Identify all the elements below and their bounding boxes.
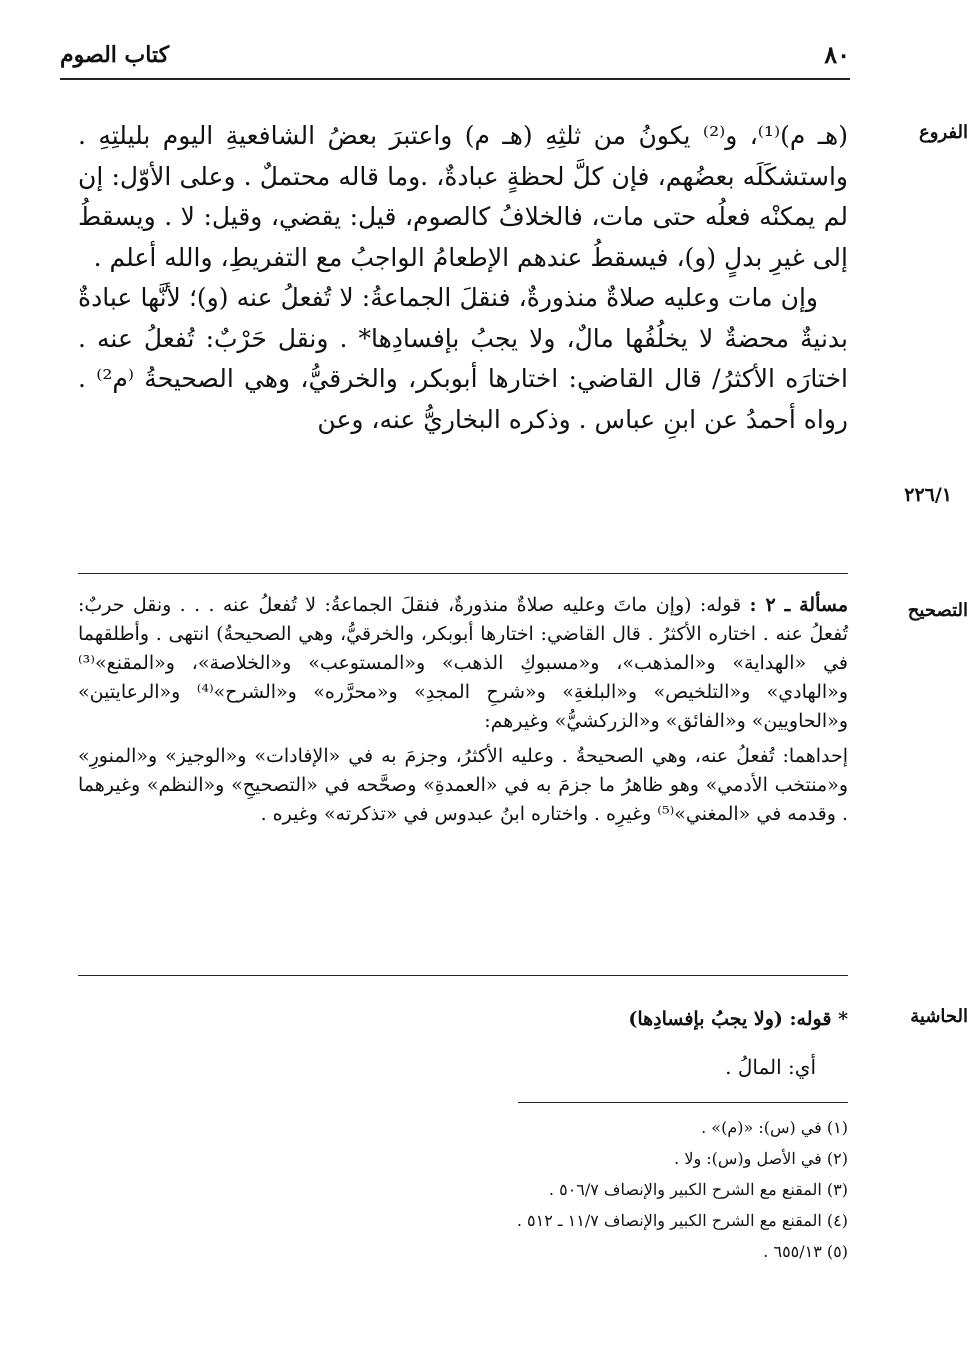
tashih-paragraph: إحداهما: تُفعلُ عنه، وهي الصحيحةُ . وعليه الأكثرُ، وجزمَ به في «الإفادات» و«الوجيز» و«المنورِ» و«منتخب الأدمي» وهو ظاهرُ ما جزمَ به في «العمدةِ» وصحَّحه في «التصحيحِ» و«النظم» وغيرهما . وقدمه في «المغني»⁽⁵⁾ وغيرِه . واختاره ابنُ عبدوس في «تذكرته» وغيره . [78,745,848,825]
issue-number: مسألة ـ ٢ : [749,594,848,616]
main-paragraph: (هـ م)⁽¹⁾، و⁽²⁾ يكونُ من ثلثِهِ (هـ م) واعتبرَ بعضُ الشافعيةِ اليوم بليلتِهِ . واستشكَلَه بعضُهم، فإن كلَّ لحظةٍ عبادةٌ، .وما قاله محتملٌ . وعلى الأوّل: إن لم يمكنْه فعلُه حتى مات، فالخلافُ كالصوم، قيل: يقضي، وقيل: لا . ويسقطُ إلى غيرِ بدلٍ (و)، فيسقطُ عندهم الإطعامُ الواجبُ مع التفريطِ، والله أعلم . [78,121,848,272]
tashih-text: قوله: (وإن ماتَ وعليه صلاةٌ منذورةٌ، فنقلَ الجماعةُ: لا تُفعلُ عنه . . . ونقل حربٌ: تُفعلُ عنه . اختاره الأكثرُ . قال القاضي: اختارها أبوبكر، والخرقيُّ، وهي الصحيحةُ) انتهى . وأطلقهما في «الهداية» و«المذهب»، و«مسبوكِ الذهب» و«المستوعب» و«الخلاصة»، و«المقنع»⁽³⁾ و«الهادي» و«التلخيص» و«البلغةِ» و«شرحِ المجدِ» و«محرَّره» و«الشرح»⁽⁴⁾ و«الرعايتين» و«الحاويين» و«الفائق» و«الزركشيُّ» وغيرهم: [78,594,848,732]
hashiya-quote: قوله: (ولا يجبُ بإفسادِها) [628,1008,832,1030]
side-label-hashiya: الحاشية [910,1006,968,1027]
footnote: (١) في (س): «(م)» . [701,1118,848,1137]
hashiya-answer: أي: المالُ . [725,1055,816,1079]
footnote: (٢) في الأصل و(س): ولا . [674,1149,848,1168]
footnote: (٣) المقنع مع الشرح الكبير والإنصاف ٥٠٦/٧ . [548,1180,848,1199]
main-text [78,116,848,440]
margin-page-reference: ٢٢٦/١ [904,484,952,506]
tashih-section [78,591,848,829]
main-paragraph: وإن مات وعليه صلاةٌ منذورةٌ، فنقلَ الجماعةُ: لا تُفعلُ عنه (و)؛ لأنَّها عبادةٌ بدنيةٌ محضةٌ لا يخلُفُها مالٌ، ولا يجبُ بإفسادِها* . ونقل حَرْبٌ: تُفعلُ عنه . اختارَه الأكثرُ/ قال القاضي: اختارها أبوبكر، والخرقيُّ، وهي الصحيحةُ ⁽م²⁾ . رواه أحمدُ عن ابنِ عباس . وذكره البخاريُّ عنه، وعن [78,283,848,434]
section-divider [78,573,848,574]
page-header [60,38,850,80]
footnote: (٤) المقنع مع الشرح الكبير والإنصاف ١١/٧ ـ ٥١٢ . [516,1211,848,1230]
asterisk-marker: * [838,1008,848,1030]
footnote-divider [518,1102,848,1103]
footnote: (٥) ٦٥٥/١٣ . [763,1242,848,1261]
footnotes [440,1112,848,1267]
side-label-furu: الفروع [919,122,968,143]
page-number: ٨٠ [824,40,850,69]
tashih-paragraph [78,591,848,736]
side-label-tashih: التصحيح [907,600,968,621]
book-title: كتاب الصوم [60,42,170,68]
hashiya-section [78,1004,848,1082]
hashiya-quote-line [78,1004,848,1034]
section-divider [78,975,848,976]
